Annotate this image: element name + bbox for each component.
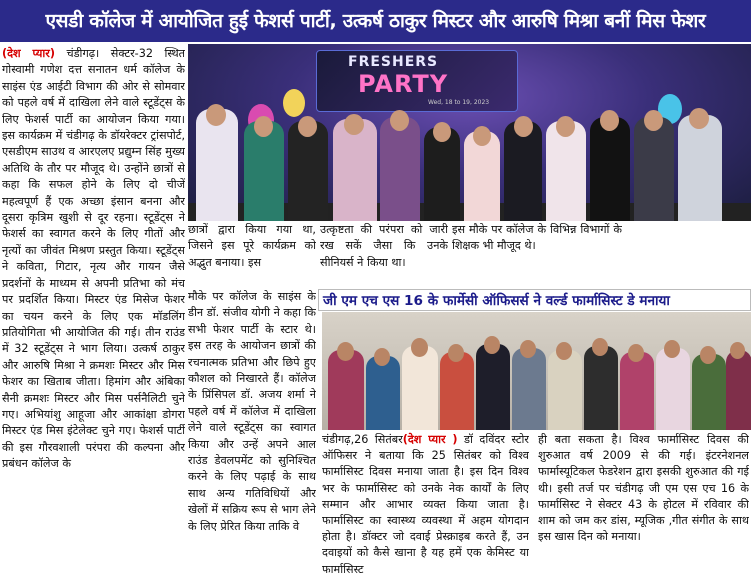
person-figure [692, 354, 726, 430]
person-head [556, 116, 575, 137]
person-head [689, 108, 709, 129]
article2-column-2: ही बता सकता है। विश्व फार्मासिस्ट दिवस की शुरुआत वर्ष 2009 से की गई। इंटरनेशनल फार्मास्यूटिकल फेडरेशन द्वारा इसकी शुरुआत की गई थी। इसी तर्ज पर चंडीगढ़ जी एम एस एच 16 के फार्मासिस्ट ने सेक्टर 43 के होटल में रविवार की शाम को जम कर डांस, म्यूजिक ,गीत संगीत के साथ इस खास दिन को मनाया। [538, 433, 749, 544]
person-figure [512, 348, 546, 430]
person-head [473, 126, 491, 146]
person-head [206, 104, 226, 126]
pharmacist-day-photo [322, 312, 751, 430]
person-figure [656, 348, 690, 430]
article1-column-b-continued: मौके पर कॉलेज के साइंस के डीन डॉ. संजीव योगी ने कहा कि सभी फेशर पार्टी के स्टार थे। इस तरह के आयोजन छात्रों की रचनात्मक प्रतिभा और छिपे हुए कौशल को निखारते हैं। कॉलेज के प्रिंसिपल डॉ. अजय शर्मा ने पहले वर्ष में कॉलेज में दाखिला लेने वाले स्टूडेंट्स का स्वागत किया और उन्हें अपने आल राउंड डेवलपमेंट को सुनिश्चित करने के लिए पढ़ाई के साथ साथ अन्य गतिविधियों और खेलों में सक्रिय रूप से भाग लेने के लिए प्रेरित किया ताकि वे [188, 290, 316, 533]
person-head [700, 346, 716, 364]
person-figure [584, 346, 618, 430]
person-head [337, 342, 354, 361]
person-figure [548, 350, 582, 430]
article1-lower-row [188, 222, 751, 288]
person-head [520, 340, 536, 358]
freshers-party-photo [188, 44, 751, 221]
banner-title-party: PARTY [358, 70, 449, 98]
banner-title-freshers: FRESHERS [348, 54, 439, 70]
banner-date: Wed, 18 to 19, 2023 [428, 99, 490, 106]
person-figure [634, 117, 674, 221]
person-head [344, 114, 364, 135]
person-head [628, 344, 644, 362]
article1-column-d-top: इस मौके पर कॉलेज के विभिन्न विभागों के शिक्षक भी मौजूद थे। [452, 223, 622, 253]
person-head [254, 116, 273, 137]
person-head [730, 342, 745, 359]
person-figure [440, 352, 474, 430]
article1-column-c-top: उत्कृष्टता की परंपरा को जारी रख सकें जैसा कि उनके सीनियर्स ने किया था। [320, 223, 448, 269]
person-head [390, 110, 409, 131]
article2-tag: (देश प्यार ) [402, 433, 458, 446]
person-head [433, 122, 451, 142]
article2-column-1 [322, 432, 529, 581]
main-headline: एसडी कॉलेज में आयोजित हुई फेशर्स पार्टी, उत्कर्ष ठाकुर मिस्टर और आरुषि मिश्रा बनीं मिस फेशर [0, 0, 751, 42]
person-head [448, 344, 464, 362]
person-head [411, 338, 428, 357]
person-head [484, 336, 500, 354]
person-figure [620, 352, 654, 430]
person-figure [380, 117, 420, 221]
person-head [664, 340, 680, 358]
person-head [644, 110, 663, 131]
person-figure [678, 115, 722, 221]
article2-headline: जी एम एच एस 16 के फार्मेसी ऑफिसर्स ने वर्ल्ड फार्मासिस्ट डे मनाया [318, 289, 751, 311]
person-figure [476, 344, 510, 430]
person-figure [402, 346, 438, 430]
article2-column-1-text: डॉ दविंदर स्टोर ऑफिसर ने बताया कि 25 सितंबर को विश्व फार्मासिस्ट दिवस मनाया जाता है। इस दिन विश्व भर के फार्मासिस्ट को उनके नेक कार्यों के लिए सम्मान और आभार व्यक्त किया जाता है। फार्मासिस्ट का स्वास्थ्य व्यवस्था में अहम योगदान होता है। डॉक्टर जो दवाई प्रेस्क्राइब करते हैं, उन दवाइयों को कैसे खाना है यह हमें एक केमिस्ट या फार्मासिस्ट [322, 433, 529, 576]
person-figure [590, 117, 630, 221]
article1-tag: (देश प्यार) [2, 47, 55, 60]
person-head [298, 116, 317, 137]
person-head [556, 342, 572, 360]
person-head [592, 338, 608, 356]
balloon-shape [283, 89, 305, 117]
article1-column-a [2, 46, 185, 581]
article1-column-a-text: चंडीगढ़। सेक्टर-32 स्थित गोस्वामी गणेश दत्त सनातन धर्म कॉलेज के साइंस एंड आईटी विभाग की ओर से सोमवार को पहले वर्ष में दाखिला लेने वाले स्टूडेंट्स के लिए फेशर्स पार्टी का आयोजन किया गया। इस कार्यक्रम में चंडीगढ़ के डॉयरेक्टर ट्रांसपोर्ट, एसडीएम साउथ व आरएलए प्रद्युम्न सिंह मुख्य अतिथि के तौर पर मौजूद थे। उन्होंने छात्रों से कहा कि सफल होने के लिए दो चीजें महत्वपूर्ण हैं एक अच्छा इंसान बनना और दूसरा कृत्रिम खुशी से दूर रहना। स्टूडेंट्स ने फेशर्स का स्वागत करने के लिए गीतों और नृत्यों का जीवंत मिश्रण प्रस्तुत किया। स्टूडेंट्स ने कविता, गिटार, नृत्य और गायन जैसे प्रदर्शनों के माध्यम से अपनी प्रतिभा को मंच पर प्रदर्शित किया। मिस्टर एंड मिसेज फेशर का चयन करने के लिए एक मॉडलिंग प्रतियोगिता भी आयोजित की गई। तीन राउंड में 32 स्टूडेंट्स ने भाग लिया। उत्कर्ष ठाकुर और आरुषि मिश्रा ने क्रमशः मिस्टर और मिस फेशर का खिताब जीता। हिमांग और अंबिका सैनी क्रमशः मिस्टर और मिस पर्सनैलिटी चुने गए। अभियांशु आहूजा और आकांक्षा डोगरा मिस्टर एंड मिस इंटेलेक्ट चुने गए। [2, 47, 185, 438]
person-head [600, 110, 619, 131]
article1-column-a-end: फेशर्स पार्टी की इस गौरवशाली परंपरा की कल्पना और प्रबंधन कॉलेज के [2, 424, 185, 471]
person-head [514, 116, 533, 137]
article2-dateline: चंडीगढ़,26 सितंबर [322, 433, 403, 446]
person-figure [366, 356, 400, 430]
article1-column-b-top: छात्रों द्वारा किया गया था, जिसने इस पूरे कार्यक्रम को अद्भुत बनाया। इस [188, 223, 316, 269]
person-figure [726, 350, 751, 430]
person-figure [328, 350, 364, 430]
person-head [374, 348, 390, 366]
